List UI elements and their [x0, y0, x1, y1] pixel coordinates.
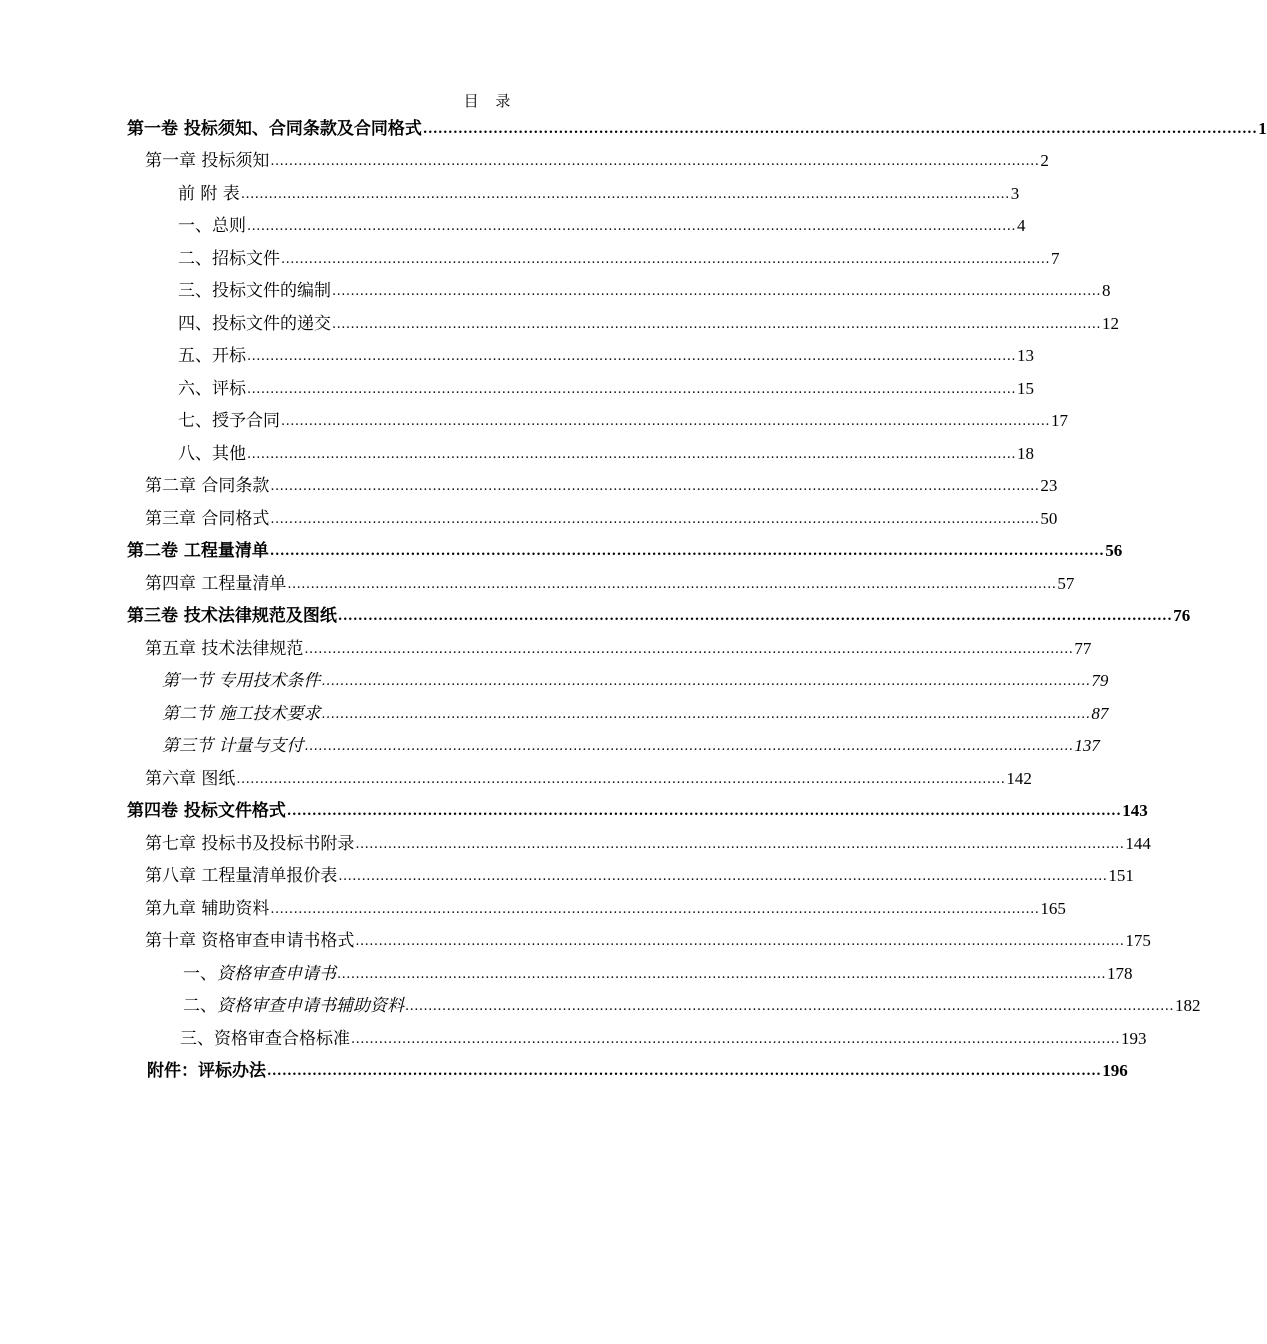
- toc-page-number: 87: [1091, 704, 1109, 723]
- dot-leader: ......................................................................................................................................................................: [281, 252, 1050, 267]
- toc-page-number: 7: [1050, 249, 1060, 268]
- toc-entry-qualification-supporting-info[interactable]: [183, 984, 1201, 1016]
- toc-entry-qualification-application[interactable]: [183, 952, 1133, 984]
- toc-entry-appendix[interactable]: [147, 1049, 1128, 1081]
- toc-entry-chapter-6[interactable]: [145, 757, 1032, 789]
- toc-entry-general[interactable]: [178, 204, 1026, 236]
- toc-entry-label: 附件：评标办法: [147, 1061, 266, 1081]
- toc-entry-label: 第二卷 工程量清单: [127, 541, 269, 561]
- toc-entry-label: 第二章 合同条款: [145, 476, 270, 496]
- dot-leader: ......................................................................................................................................................................: [269, 544, 1105, 559]
- toc-entry-volume-3[interactable]: [127, 594, 1191, 626]
- dot-leader: ......................................................................................................................................................................: [351, 1032, 1120, 1047]
- toc-entry-label: 八、其他: [178, 444, 246, 464]
- toc-page-number: 8: [1101, 281, 1111, 300]
- dot-leader: ......................................................................................................................................................................: [240, 187, 1010, 202]
- dot-leader: ......................................................................................................................................................................: [270, 479, 1040, 494]
- dot-leader: ......................................................................................................................................................................: [321, 707, 1091, 722]
- toc-entry-bid-evaluation[interactable]: [178, 367, 1034, 399]
- dot-leader: ......................................................................................................................................................................: [247, 447, 1016, 462]
- toc-entry-bid-opening[interactable]: [178, 334, 1034, 366]
- toc-entry-chapter-8[interactable]: [145, 854, 1134, 886]
- toc-entry-label: 第十章 资格审查申请书格式: [145, 931, 355, 951]
- dot-leader: ......................................................................................................................................................................: [270, 154, 1040, 169]
- toc-page-number: 79: [1091, 671, 1109, 690]
- toc-entry-label: [183, 996, 404, 1016]
- toc-page-number: 143: [1122, 801, 1148, 820]
- toc-page-number: 77: [1074, 639, 1092, 658]
- toc-entry-label: 二、招标文件: [178, 249, 280, 269]
- toc-entry-chapter-3[interactable]: [145, 497, 1058, 529]
- toc-entry-chapter-1[interactable]: [145, 139, 1049, 171]
- toc-page-number: 2: [1040, 151, 1049, 170]
- dot-leader: ......................................................................................................................................................................: [338, 869, 1108, 884]
- toc-entry-label: 前 附 表: [178, 184, 240, 204]
- toc-entry-bid-submission[interactable]: [178, 302, 1119, 334]
- dot-leader: ......................................................................................................................................................................: [337, 967, 1106, 982]
- toc-page-number: 196: [1102, 1061, 1128, 1080]
- toc-page-number: 15: [1016, 379, 1034, 398]
- toc-entry-label: 第七章 投标书及投标书附录: [145, 834, 355, 854]
- toc-entry-volume-1[interactable]: [127, 107, 1267, 139]
- toc-entry-qualification-criteria[interactable]: [180, 1017, 1147, 1049]
- toc-entry-label: 第一卷 投标须知、合同条款及合同格式: [127, 119, 422, 139]
- dot-leader: ......................................................................................................................................................................: [321, 674, 1091, 689]
- toc-page-number: 23: [1040, 476, 1058, 495]
- toc-title: 目 录: [463, 92, 517, 110]
- dot-leader: ......................................................................................................................................................................: [332, 317, 1101, 332]
- toc-page-number: 3: [1010, 184, 1020, 203]
- toc-entry-label: 一、总则: [178, 216, 246, 236]
- dot-leader: ......................................................................................................................................................................: [270, 512, 1040, 527]
- dot-leader: ......................................................................................................................................................................: [247, 382, 1016, 397]
- toc-entry-label: 三、资格审查合格标准: [180, 1029, 350, 1049]
- toc-entry-section-3[interactable]: [162, 724, 1100, 756]
- toc-entry-label: 七、授予合同: [178, 411, 280, 431]
- toc-page-number: 137: [1074, 736, 1100, 755]
- toc-page-number: 175: [1125, 931, 1151, 950]
- dot-leader: ......................................................................................................................................................................: [422, 122, 1258, 137]
- toc-entry-label: 第四章 工程量清单: [145, 574, 287, 594]
- toc-page-number: 151: [1108, 866, 1134, 885]
- toc-page-number: 193: [1120, 1029, 1147, 1048]
- toc-entry-section-2[interactable]: [162, 692, 1109, 724]
- toc-entry-chapter-10[interactable]: [145, 919, 1151, 951]
- toc-entry-label: 第一章 投标须知: [145, 151, 270, 171]
- dot-leader: ......................................................................................................................................................................: [332, 284, 1101, 299]
- toc-page-number: 17: [1050, 411, 1068, 430]
- dot-leader: ......................................................................................................................................................................: [286, 804, 1122, 819]
- dot-leader: ......................................................................................................................................................................: [304, 739, 1074, 754]
- toc-entry-chapter-4[interactable]: [145, 562, 1075, 594]
- toc-entry-contract-award[interactable]: [178, 399, 1068, 431]
- dot-leader: ......................................................................................................................................................................: [304, 642, 1074, 657]
- toc-page-number: 50: [1040, 509, 1058, 528]
- toc-page-number: 1: [1258, 119, 1267, 138]
- toc-entry-bid-preparation[interactable]: [178, 269, 1111, 301]
- toc-entry-prefix: 一、: [183, 964, 217, 984]
- dot-leader: ......................................................................................................................................................................: [236, 772, 1006, 787]
- toc-entry-volume-4[interactable]: [127, 789, 1148, 821]
- toc-entry-label: 第二节 施工技术要求: [162, 704, 321, 724]
- toc-page-number: 142: [1006, 769, 1032, 788]
- toc-entry-label: 第八章 工程量清单报价表: [145, 866, 338, 886]
- dot-leader: ......................................................................................................................................................................: [355, 837, 1125, 852]
- dot-leader: ......................................................................................................................................................................: [247, 219, 1016, 234]
- toc-entry-label: 第一节 专用技术条件: [162, 671, 321, 691]
- toc-entry-volume-2[interactable]: [127, 529, 1123, 561]
- toc-entry-label: 第五章 技术法律规范: [145, 639, 304, 659]
- toc-page-number: 76: [1173, 606, 1191, 625]
- toc-entry-chapter-9[interactable]: [145, 887, 1066, 919]
- dot-leader: ......................................................................................................................................................................: [281, 414, 1050, 429]
- toc-entry-label: 五、开标: [178, 346, 246, 366]
- toc-entry-tender-documents[interactable]: [178, 237, 1060, 269]
- dot-leader: ......................................................................................................................................................................: [355, 934, 1125, 949]
- toc-entry-label: [183, 964, 336, 984]
- toc-entry-section-1[interactable]: [162, 659, 1109, 691]
- dot-leader: ......................................................................................................................................................................: [337, 609, 1173, 624]
- dot-leader: ......................................................................................................................................................................: [247, 349, 1016, 364]
- toc-page-number: 13: [1016, 346, 1034, 365]
- toc-entry-label: 四、投标文件的递交: [178, 314, 331, 334]
- toc-entry-label: 第三节 计量与支付: [162, 736, 304, 756]
- toc-entry-other[interactable]: [178, 432, 1034, 464]
- toc-page-number: 165: [1040, 899, 1066, 918]
- toc-entry-label-text: 资格审查申请书辅助资料: [217, 996, 404, 1016]
- toc-page-number: 56: [1105, 541, 1123, 560]
- toc-entry-label: 第三章 合同格式: [145, 509, 270, 529]
- toc-page-number: 178: [1106, 964, 1133, 983]
- dot-leader: ......................................................................................................................................................................: [270, 902, 1040, 917]
- toc-entry-chapter-7[interactable]: [145, 822, 1151, 854]
- dot-leader: ......................................................................................................................................................................: [287, 577, 1057, 592]
- toc-entry-label: 第六章 图纸: [145, 769, 236, 789]
- toc-entry-label: 三、投标文件的编制: [178, 281, 331, 301]
- toc-page-number: 12: [1101, 314, 1119, 333]
- toc-entry-chapter-2[interactable]: [145, 464, 1058, 496]
- toc-entry-label: 第三卷 技术法律规范及图纸: [127, 606, 337, 626]
- toc-entry-prefix: 二、: [183, 996, 217, 1016]
- toc-entry-chapter-5[interactable]: [145, 627, 1092, 659]
- toc-entry-label: 第四卷 投标文件格式: [127, 801, 286, 821]
- toc-page-number: 57: [1057, 574, 1075, 593]
- toc-entry-label-text: 资格审查申请书: [217, 964, 336, 984]
- toc-entry-label: 第九章 辅助资料: [145, 899, 270, 919]
- toc-page-number: 4: [1016, 216, 1026, 235]
- toc-page-number: 144: [1125, 834, 1151, 853]
- toc-entry-front-table[interactable]: [178, 172, 1020, 204]
- dot-leader: ......................................................................................................................................................................: [405, 999, 1174, 1014]
- toc-page-number: 182: [1174, 996, 1201, 1015]
- toc-page-number: 18: [1016, 444, 1034, 463]
- toc-entry-label: 六、评标: [178, 379, 246, 399]
- dot-leader: ......................................................................................................................................................................: [267, 1064, 1102, 1079]
